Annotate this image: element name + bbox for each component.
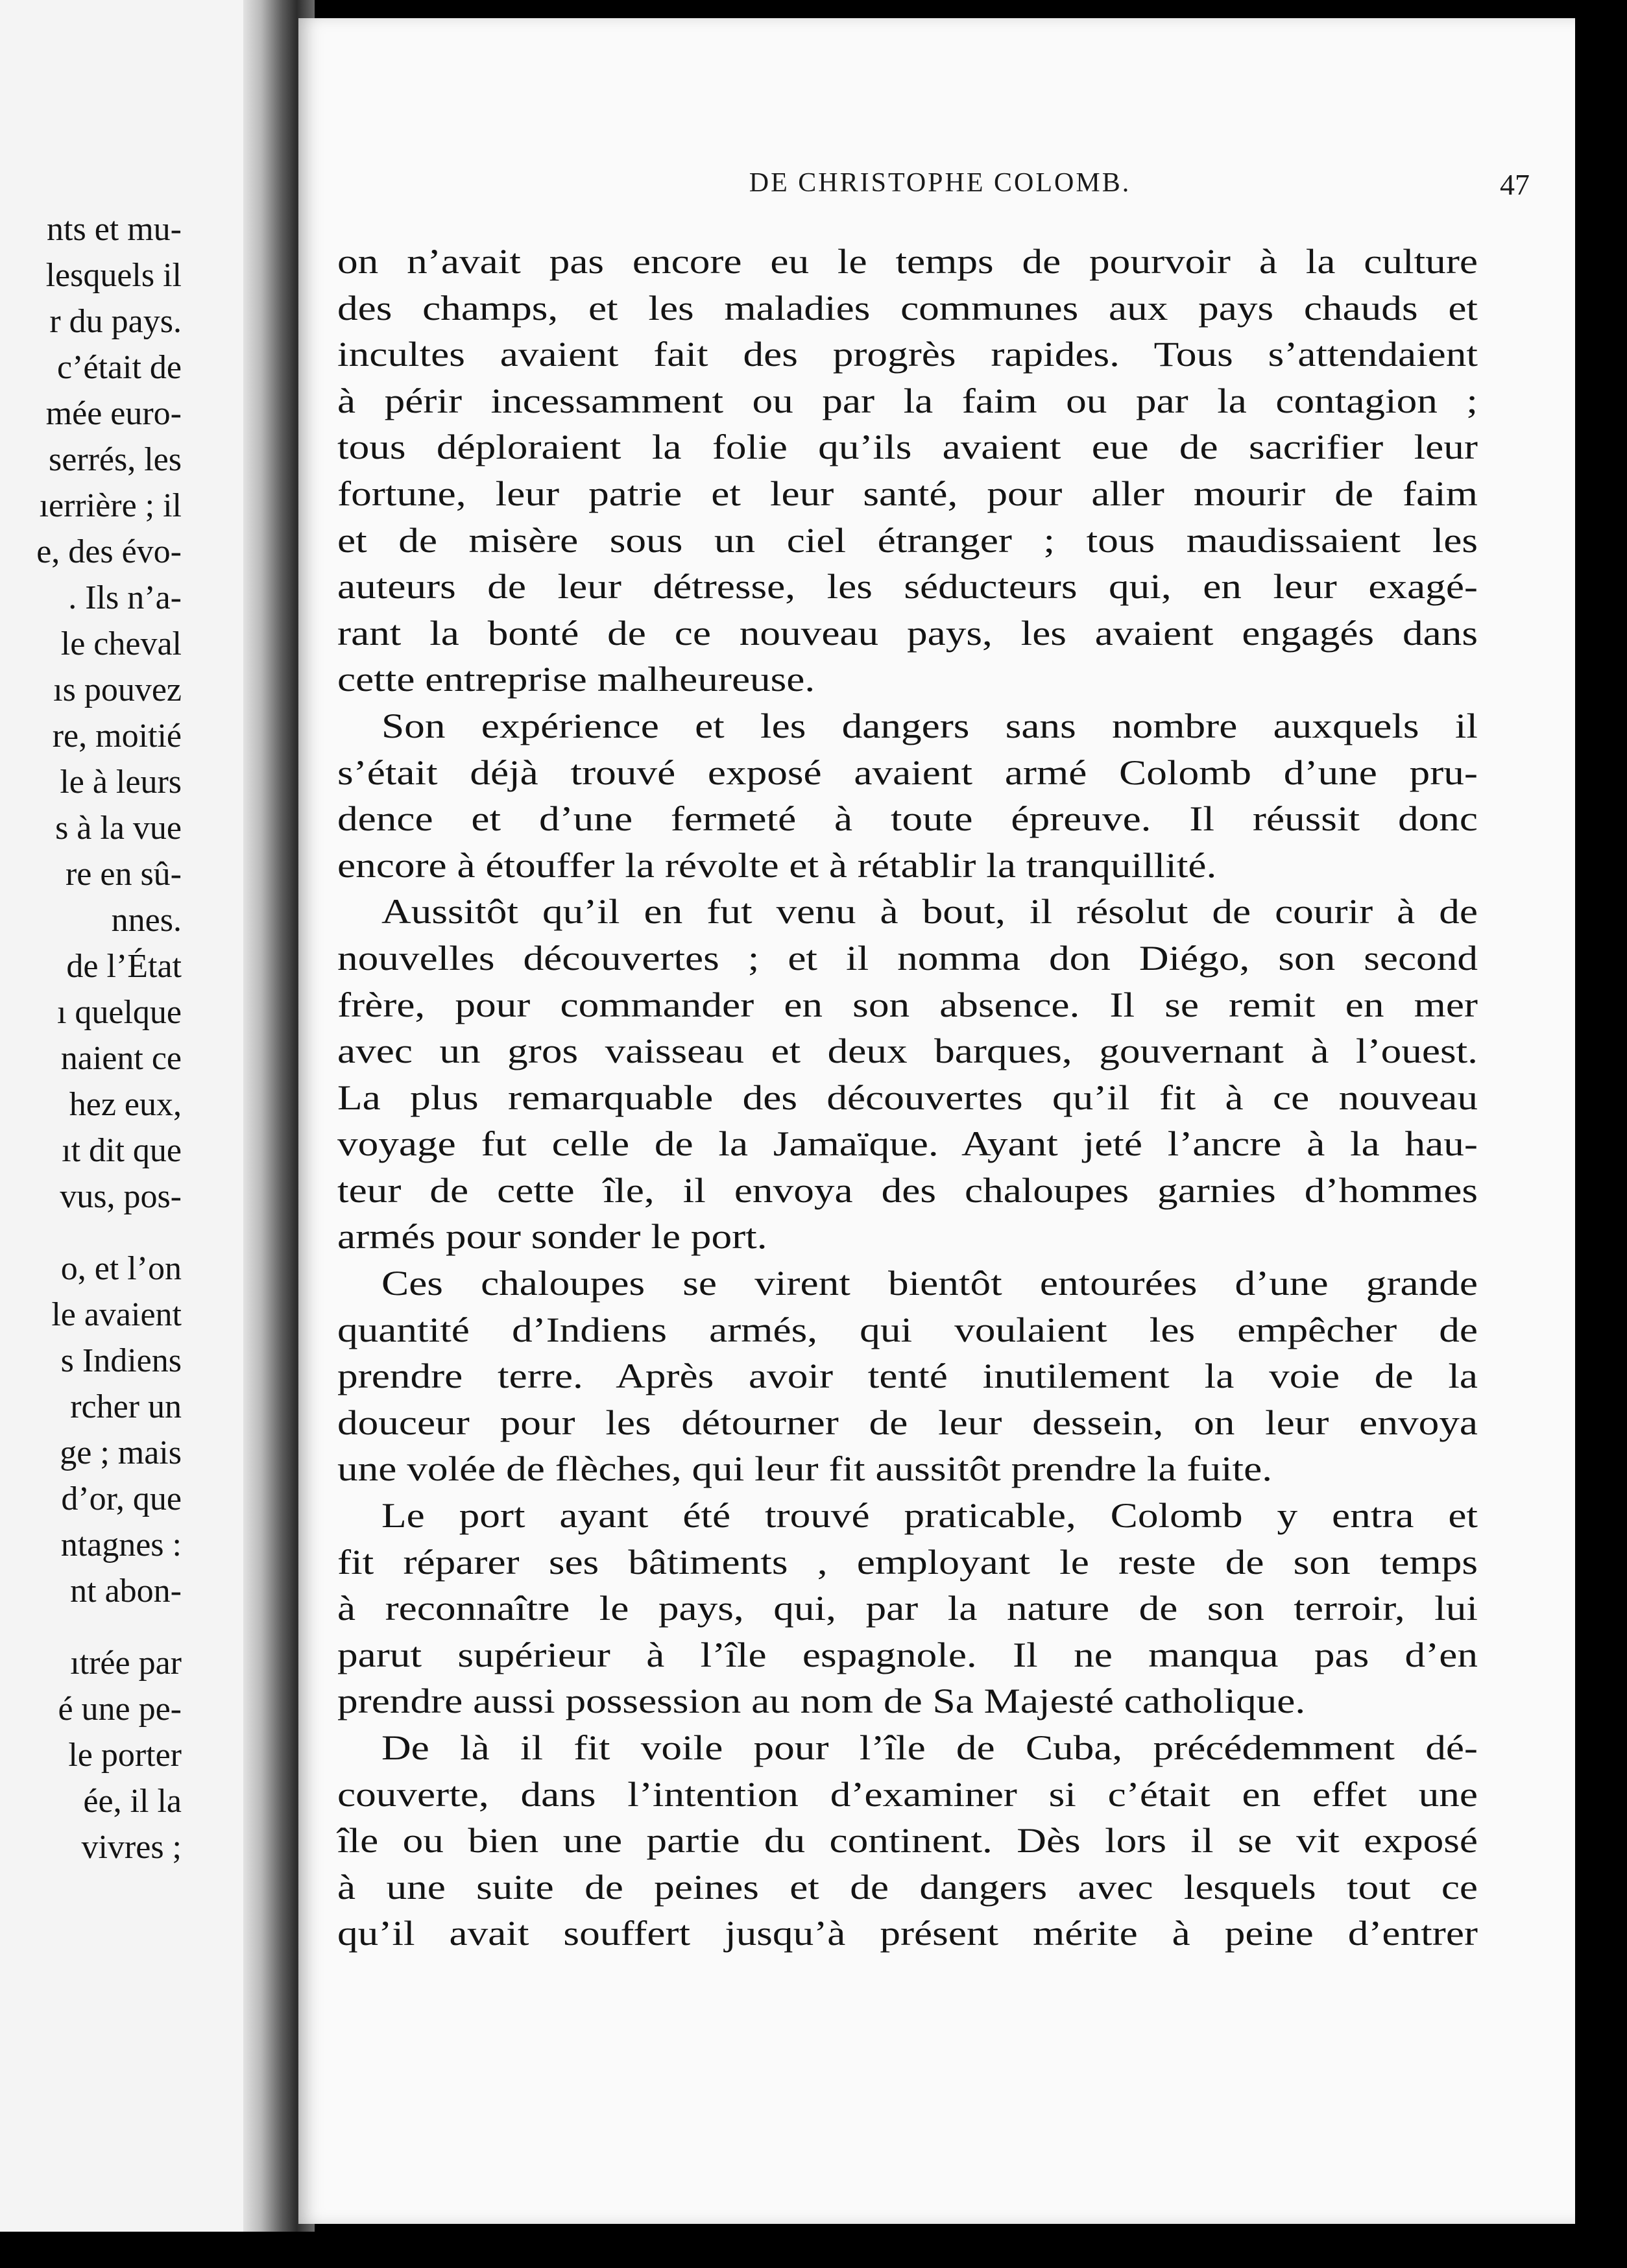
text-line: voyage fut celle de la Jamaïque. Ayant jeté l’ancre à la hau- — [337, 1124, 1478, 1164]
text-line: une volée de flèches, qui leur fit aussitôt prendre la fuite. — [337, 1449, 1273, 1489]
left-page-line: de l’État — [66, 948, 182, 985]
text-line: armés pour sonder le port. — [337, 1217, 767, 1257]
text-line: tous déploraient la folie qu’ils avaient eue de sacrifier leur — [337, 428, 1478, 467]
text-line: La plus remarquable des découvertes qu’il fit à ce nouveau — [337, 1078, 1478, 1117]
text-line: frère, pour commander en son absence. Il se remit en mer — [337, 985, 1478, 1024]
left-page-gap — [36, 1614, 182, 1640]
left-page-line: le porter — [68, 1737, 182, 1774]
left-page-gap — [36, 1220, 182, 1246]
running-head — [350, 167, 1530, 213]
text-line: et de misère sous un ciel étranger ; tous maudissaient les — [337, 520, 1478, 560]
text-line: prendre aussi possession au nom de Sa Majesté catholique. — [337, 1682, 1306, 1721]
page-number: 47 — [1500, 168, 1530, 201]
left-page-line: hez eux, — [69, 1086, 182, 1123]
text-line: teur de cette île, il envoya des chaloupes garnies d’hommes — [337, 1170, 1478, 1210]
left-page-line: naient ce — [60, 1040, 182, 1077]
left-page-line: é une pe- — [58, 1691, 182, 1728]
left-page-line: ée, il la — [83, 1783, 182, 1820]
text-line: quantité d’Indiens armés, qui voulaient les empêcher de — [337, 1310, 1478, 1349]
left-page-line: nnes. — [111, 902, 182, 939]
text-line: couverte, dans l’intention d’examiner si c’était en effet une — [337, 1774, 1478, 1814]
left-page-line: lesquels il — [45, 257, 182, 294]
left-page-line: rcher un — [70, 1388, 182, 1425]
scanner-edge-bottom — [0, 2232, 1627, 2268]
left-page-line: nt abon- — [70, 1573, 182, 1610]
text-line: rant la bonté de ce nouveau pays, les avaient engagés dans — [337, 613, 1478, 653]
text-line: avec un gros vaisseau et deux barques, gouvernant à l’ouest. — [337, 1031, 1478, 1071]
text-line: on n’avait pas encore eu le temps de pourvoir à la culture — [337, 242, 1478, 281]
text-line: des champs, et les maladies communes aux pays chauds et — [337, 288, 1478, 328]
text-line: Ces chaloupes se virent bientôt entourées d’une grande — [381, 1264, 1478, 1303]
text-line: incultes avaient fait des progrès rapides. Tous s’attendaient — [337, 335, 1478, 374]
left-page-line: s à la vue — [55, 810, 182, 847]
left-page-line: . Ils n’a- — [68, 579, 182, 616]
left-page-line: le avaient — [51, 1296, 182, 1333]
left-page-line: ıerrière ; il — [39, 487, 182, 524]
text-line: cette entreprise malheureuse. — [337, 660, 815, 699]
text-line: parut supérieur à l’île espagnole. Il ne manqua pas d’en — [337, 1635, 1478, 1674]
left-page-line: e, des évo- — [36, 533, 182, 570]
text-line: nouvelles découvertes ; et il nomma don Diégo, son second — [337, 938, 1478, 978]
left-page-line: s Indiens — [60, 1342, 182, 1379]
text-line: douceur pour les détourner de leur dessein, on leur envoya — [337, 1403, 1478, 1442]
left-page-line: serrés, les — [48, 441, 182, 478]
text-line: dence et d’une fermeté à toute épreuve. Il réussit donc — [337, 799, 1478, 839]
text-line: qu’il avait souffert jusqu’à présent mérite à peine d’entrer — [337, 1914, 1478, 1953]
text-line: à reconnaître le pays, qui, par la nature de son terroir, lui — [337, 1589, 1478, 1628]
left-page-line: ıt dit que — [62, 1132, 182, 1169]
left-page-line: vivres ; — [81, 1829, 182, 1866]
text-line: Aussitôt qu’il en fut venu à bout, il résolut de courir à de — [381, 892, 1478, 932]
left-page-line: ı quelque — [56, 994, 182, 1031]
left-page-line: c’était de — [57, 349, 182, 386]
left-page-line: mée euro- — [45, 395, 182, 432]
left-page-line: d’or, que — [61, 1480, 182, 1517]
left-page-line: le cheval — [60, 625, 182, 662]
text-line: fit réparer ses bâtiments , employant le reste de son temps — [337, 1542, 1478, 1582]
text-line: prendre terre. Après avoir tenté inutilement la voie de la — [337, 1357, 1478, 1396]
left-page-line: nts et mu- — [47, 211, 182, 248]
body-text — [337, 239, 1478, 1957]
left-page-line: ntagnes : — [60, 1526, 182, 1563]
left-page-line: ge ; mais — [60, 1434, 182, 1471]
running-head-title: DE CHRISTOPHE COLOMB. — [749, 168, 1131, 198]
left-page-line: ıs pouvez — [53, 671, 182, 708]
text-line: Son expérience et les dangers sans nombre auxquels il — [381, 706, 1478, 745]
text-line: Le port ayant été trouvé praticable, Colomb y entra et — [381, 1496, 1478, 1536]
text-line: fortune, leur patrie et leur santé, pour aller mourir de faim — [337, 474, 1478, 513]
left-page-fragment — [0, 0, 243, 2232]
text-line: île ou bien une partie du continent. Dès lors il se vit exposé — [337, 1821, 1478, 1861]
text-line: auteurs de leur détresse, les séducteurs qui, en leur exagé- — [337, 567, 1478, 607]
left-page-line: re, moitié — [52, 718, 182, 754]
left-page-line: le à leurs — [60, 764, 182, 801]
right-page — [298, 18, 1575, 2224]
left-page-line: ıtrée par — [70, 1645, 182, 1682]
left-page-line: vus, pos- — [60, 1178, 182, 1215]
scanner-edge-right — [1575, 0, 1627, 2268]
left-page-line: r du pays. — [49, 303, 182, 340]
left-page-line: re en sû- — [65, 856, 182, 893]
left-page-text — [36, 206, 182, 1870]
text-line: encore à étouffer la révolte et à rétablir la tranquillité. — [337, 845, 1217, 885]
text-line: à périr incessamment ou par la faim ou par la contagion ; — [337, 381, 1478, 420]
left-page-line: o, et l’on — [60, 1250, 182, 1287]
text-line: s’était déjà trouvé exposé avaient armé Colomb d’une pru- — [337, 753, 1478, 792]
text-line: De là il fit voile pour l’île de Cuba, précédemment dé- — [381, 1728, 1478, 1767]
text-line: à une suite de peines et de dangers avec lesquels tout ce — [337, 1867, 1478, 1907]
